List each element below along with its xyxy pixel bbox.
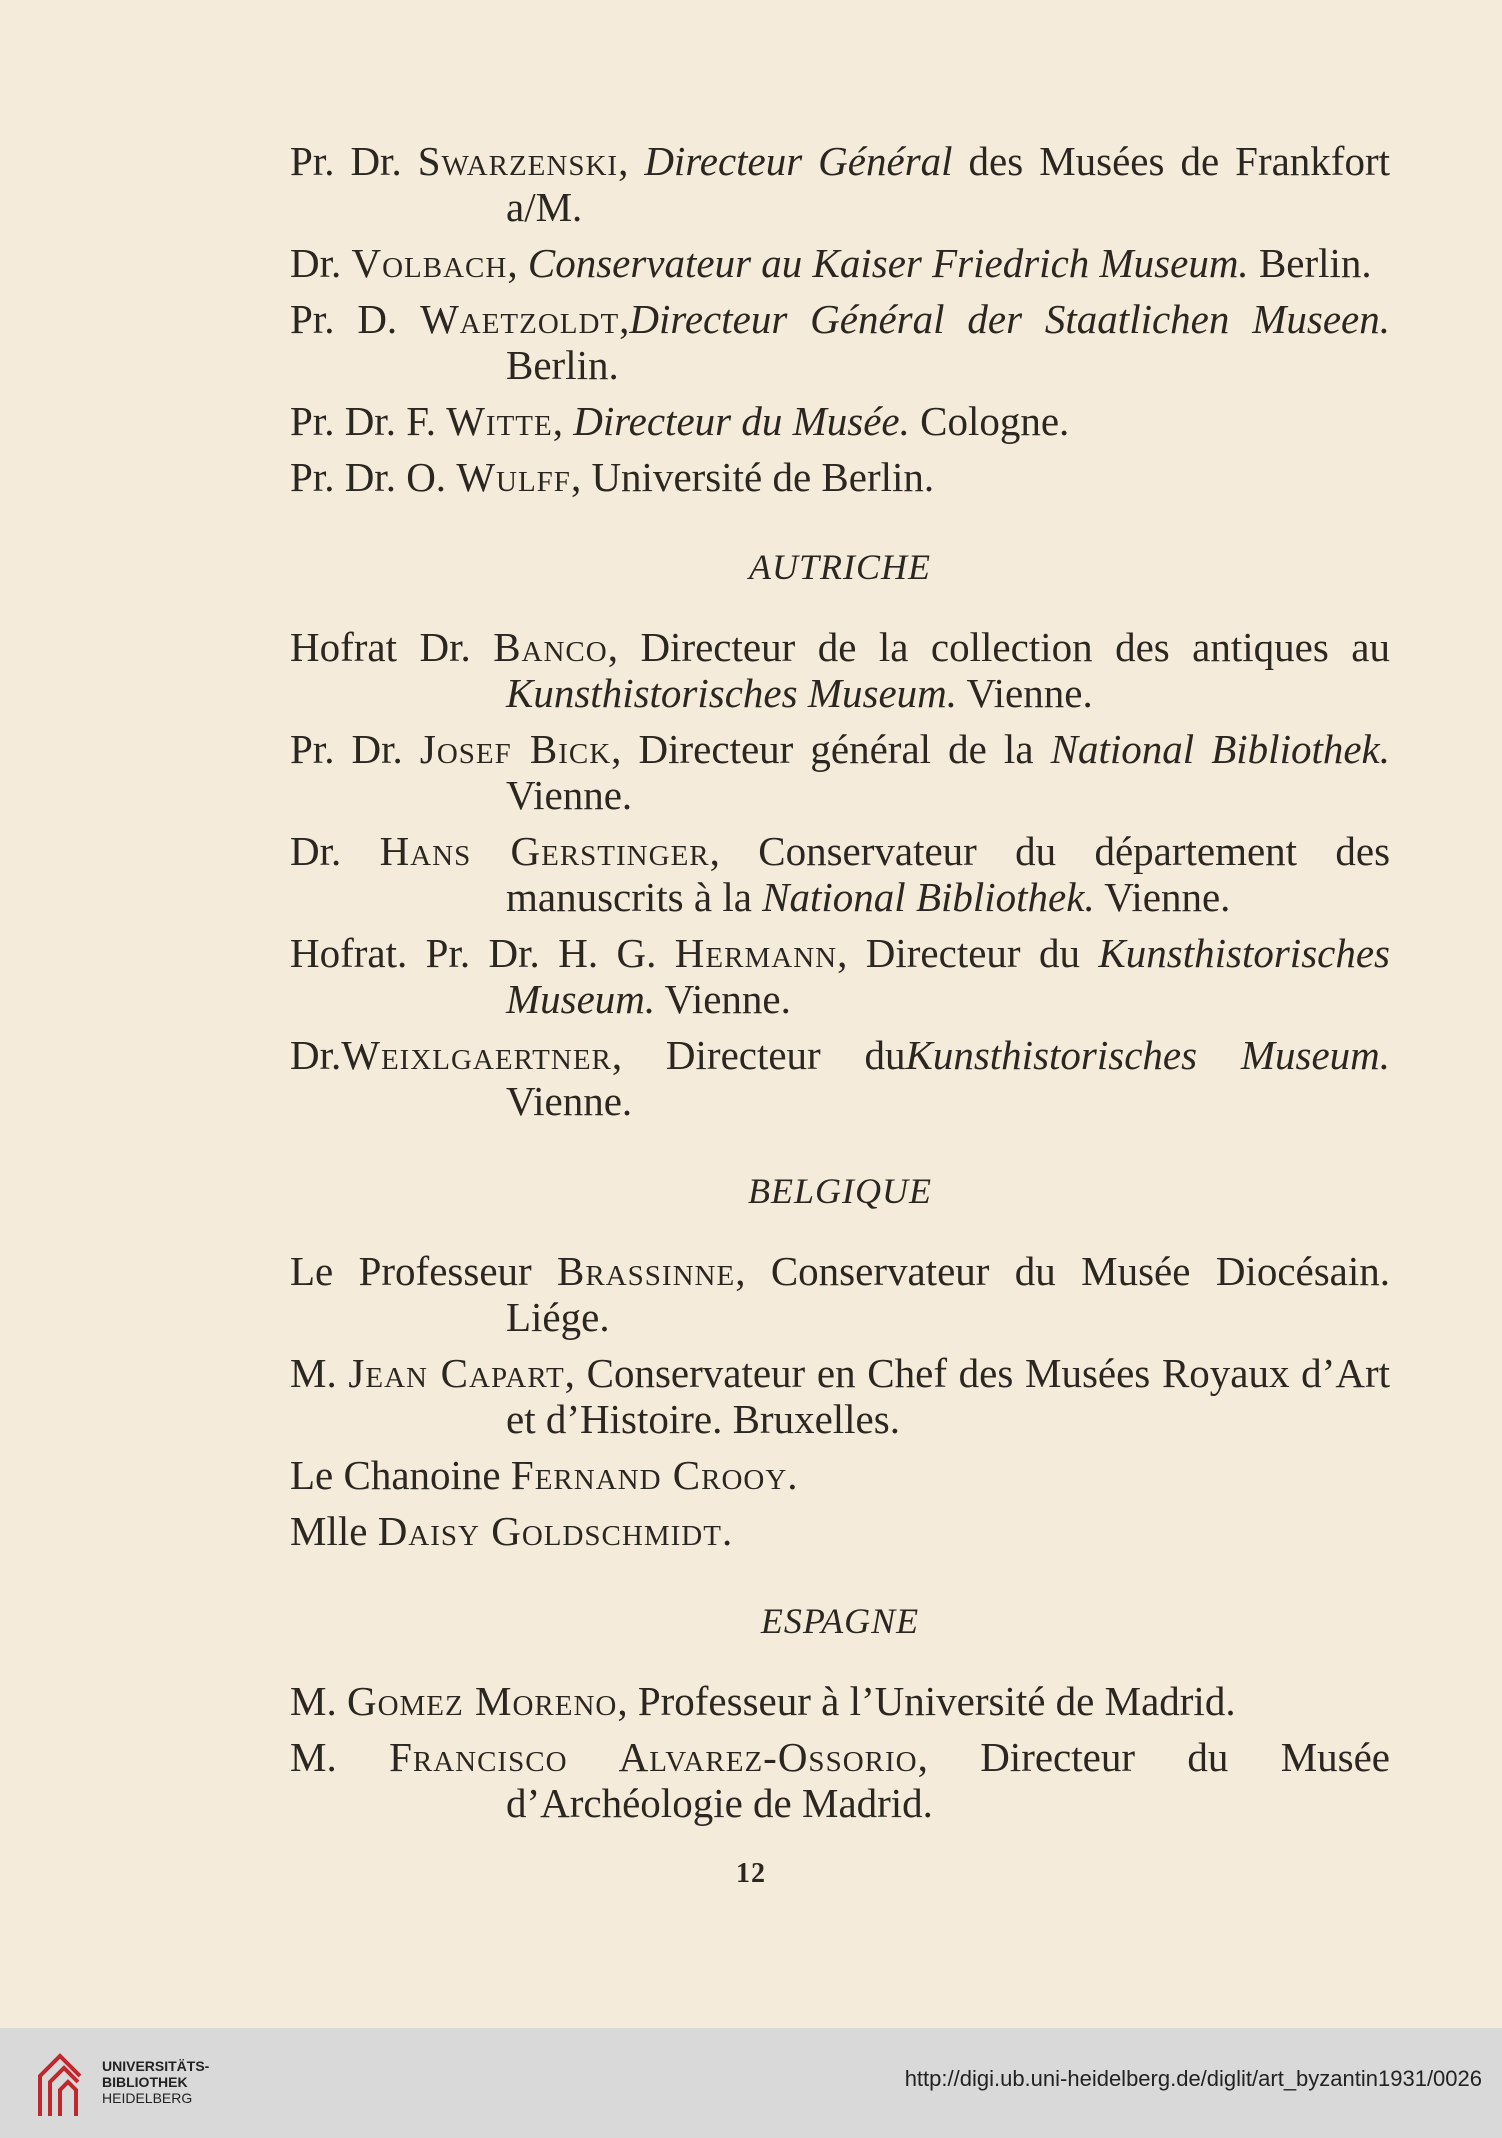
list-item: Mlle Daisy Goldschmidt. <box>290 1508 733 1554</box>
list-item: Le Professeur Brassinne, Conservateur du Musée Diocésain. Liége. <box>290 1248 1391 1340</box>
list-item: Hofrat Dr. Banco, Directeur de la collection des antiques au Kunsthistorisches Museum. Vienne. <box>290 624 1390 716</box>
list-item: M. Francisco Alvarez-Ossorio, Directeur du Musée d’Archéologie de Madrid. <box>290 1734 1391 1826</box>
list-item: Pr. Dr. F. Witte, Directeur du Musée. Cologne. <box>290 398 1070 444</box>
list-item: M. Gomez Moreno, Professeur à l’Université de Madrid. <box>290 1678 1236 1724</box>
list-item: Pr. Dr. Josef Bick, Directeur général de la National Bibliothek. Vienne. <box>290 726 1390 818</box>
list-item: Dr. Hans Gerstinger, Conservateur du département des manuscrits à la National Bibliothek. Vienne. <box>290 828 1391 920</box>
section-heading-belgique: BELGIQUE <box>748 1171 932 1211</box>
page-number: 12 <box>736 1858 766 1889</box>
list-item: Pr. Dr. O. Wulff, Université de Berlin. <box>290 454 935 500</box>
library-logo-icon <box>34 2046 88 2120</box>
list-item: Le Chanoine Fernand Crooy. <box>290 1452 798 1498</box>
section-heading-espagne: ESPAGNE <box>760 1601 920 1641</box>
source-url-link[interactable]: http://digi.ub.uni-heidelberg.de/diglit/art_byzantin1931/0026 <box>904 2066 1482 2091</box>
list-item: M. Jean Capart, Conservateur en Chef des Musées Royaux d’Art et d’Histoire. Bruxelles. <box>290 1350 1390 1442</box>
library-name: UNIVERSITÄTS- BIBLIOTHEK HEIDELBERG <box>102 2058 210 2106</box>
list-item: Pr. Dr. Swarzenski, Directeur Général des Musées de Frankfort a/M. <box>290 138 1391 230</box>
list-item: Dr.Weixlgaertner, Directeur duKunsthistorisches Museum. Vienne. <box>290 1032 1390 1124</box>
list-content <box>290 138 1390 1836</box>
section-heading-autriche: AUTRICHE <box>749 547 931 587</box>
footer-bar <box>0 2028 1502 2138</box>
list-item: Hofrat. Pr. Dr. H. G. Hermann, Directeur du Kunsthistorisches Museum. Vienne. <box>290 930 1391 1022</box>
list-item: Dr. Volbach, Conservateur au Kaiser Friedrich Museum. Berlin. <box>290 240 1372 286</box>
list-item: Pr. D. Waetzoldt,Directeur Général der Staatlichen Museen. Berlin. <box>290 296 1391 388</box>
